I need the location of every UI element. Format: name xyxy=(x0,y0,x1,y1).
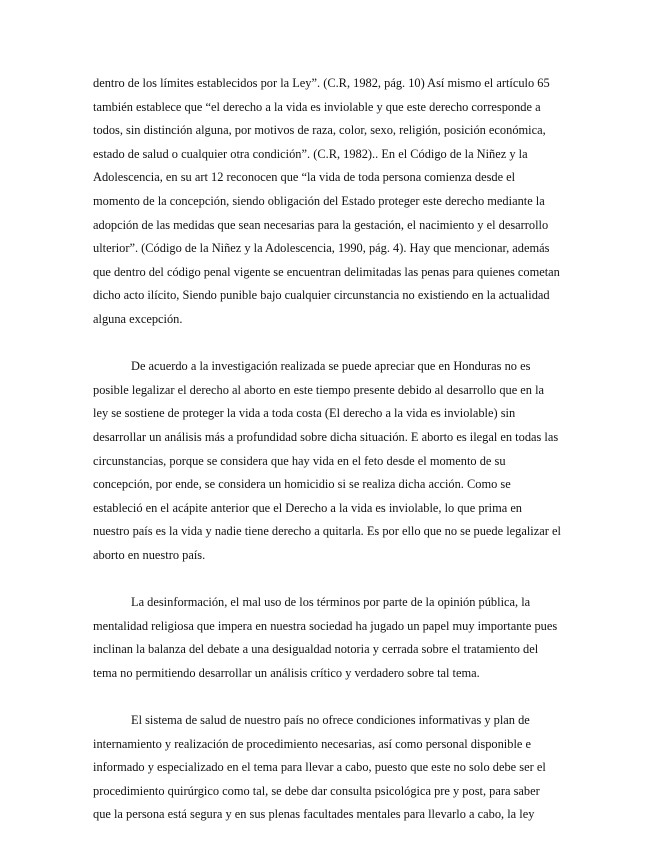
paragraph-spacer xyxy=(93,567,583,591)
text-line: procedimiento quirúrgico como tal, se debe dar consulta psicológica pre y post, para saber xyxy=(93,783,540,798)
text-line: circunstancias, porque se considera que hay vida en el feto desde el momento de su xyxy=(93,453,506,468)
text-line: estableció en el acápite anterior que el Derecho a la vida es inviolable, lo que prima en xyxy=(93,500,523,515)
text-line: De acuerdo a la investigación realizada se puede apreciar que en Honduras no es xyxy=(131,359,531,374)
text-line: ulterior”. (Código de la Niñez y la Adolescencia, 1990, pág. 4). Hay que mencionar, además xyxy=(93,241,550,256)
paragraph-spacer xyxy=(93,332,583,356)
text-line: todos, sin distinción alguna, por motivos de raza, color, sexo, religión, posición económica, xyxy=(93,123,546,138)
paragraph xyxy=(93,355,583,567)
paragraph xyxy=(93,591,583,685)
paragraph xyxy=(93,72,583,332)
text-line: dicho acto ilícito, Siendo punible bajo cualquier circunstancia no existiendo en la actualidad xyxy=(93,288,550,303)
text-line: aborto en nuestro país. xyxy=(93,547,206,562)
text-line: posible legalizar el derecho al aborto en este tiempo presente debido al desarrollo que en la xyxy=(93,382,545,397)
text-line: dentro de los límites establecidos por la Ley”. (C.R, 1982, pág. 10) Así mismo el artículo 65 xyxy=(93,76,550,90)
text-line: informado y especializado en el tema para llevar a cabo, puesto que este no solo debe ser el xyxy=(93,760,546,775)
text-line: La desinformación, el mal uso de los términos por parte de la opinión pública, la xyxy=(131,595,531,610)
text-line: desarrollar un análisis más a profundidad sobre dicha situación. E aborto es ilegal en todas las xyxy=(93,429,559,444)
paragraph-spacer xyxy=(93,685,583,709)
text-line: ley se sostiene de proteger la vida a toda costa (El derecho a la vida es inviolable) sin xyxy=(93,406,516,421)
text-line: nuestro país es la vida y nadie tiene derecho a quitarla. Es por ello que no se puede legalizar el xyxy=(93,524,561,539)
text-line: internamiento y realización de procedimiento necesarias, así como personal disponible e xyxy=(93,736,531,751)
paragraph xyxy=(93,709,583,827)
text-line: estado de salud o cualquier otra condición”. (C.R, 1982).. En el Código de la Niñez y la xyxy=(93,146,528,161)
text-line: que dentro del código penal vigente se encuentran delimitadas las penas para quienes cometan xyxy=(93,264,560,279)
text-line: Adolescencia, en su art 12 reconocen que “la vida de toda persona comienza desde el xyxy=(93,170,516,185)
text-line: mentalidad religiosa que impera en nuestra sociedad ha jugado un papel muy importante pues xyxy=(93,618,558,633)
text-line: también establece que “el derecho a la vida es inviolable y que este derecho corresponde a xyxy=(93,99,541,114)
document-body xyxy=(93,72,583,827)
text-line: alguna excepción. xyxy=(93,311,183,326)
text-line: concepción, por ende, se considera un homicidio si se realiza dicha acción. Como se xyxy=(93,477,511,492)
text-line: adopción de las medidas que sean necesarias para la gestación, el nacimiento y el desarrollo xyxy=(93,217,549,232)
text-line: El sistema de salud de nuestro país no ofrece condiciones informativas y plan de xyxy=(131,713,530,728)
text-line: tema no permitiendo desarrollar un análisis crítico y verdadero sobre tal tema. xyxy=(93,665,480,680)
text-line: inclinan la balanza del debate a una desigualdad notoria y cerrada sobre el tratamiento del xyxy=(93,642,539,657)
text-line: momento de la concepción, siendo obligación del Estado proteger este derecho mediante la xyxy=(93,193,545,208)
text-line: que la persona está segura y en sus plenas facultades mentales para llevarlo a cabo, la ley xyxy=(93,807,535,822)
